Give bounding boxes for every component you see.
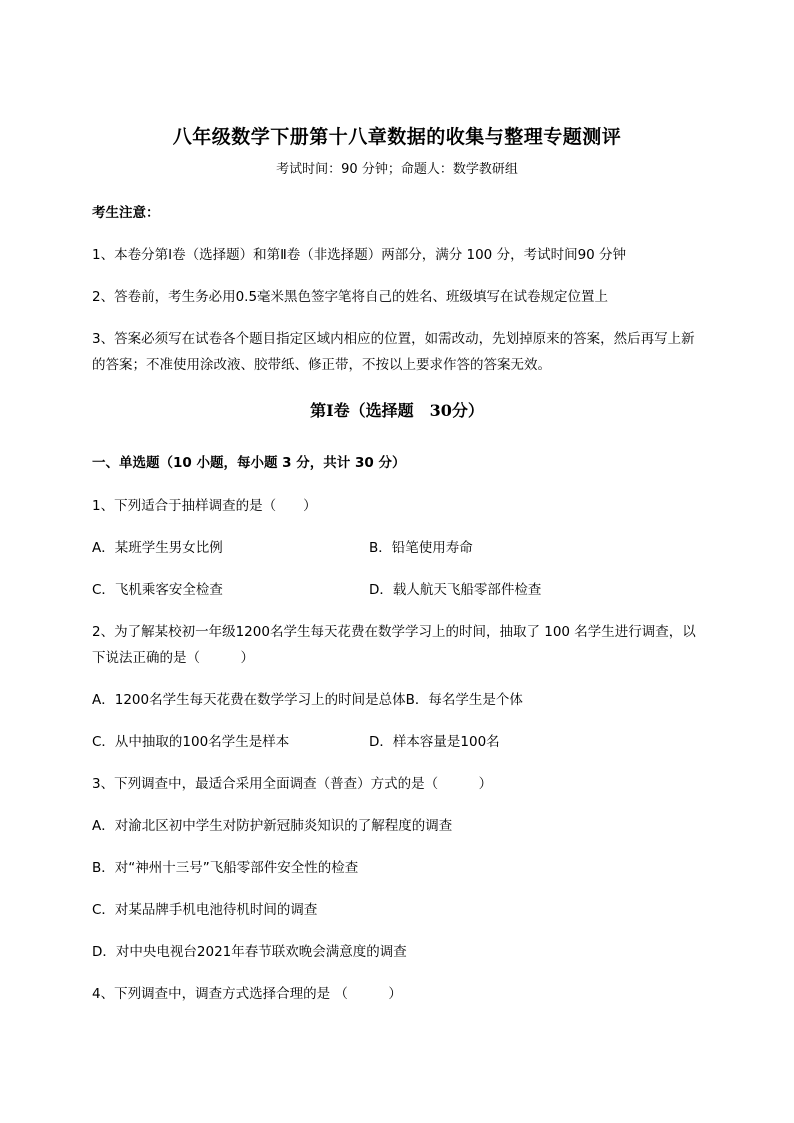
question-2-stem: 2、为了解某校初一年级1200名学生每天花费在数学学习上的时间，抽取了 100 名学生进行调查，以 [92,624,696,640]
question-2-option-c: C．从中抽取的100名学生是样本 [92,734,290,750]
question-3-option-d: D．对中央电视台2021年春节联欢晚会满意度的调查 [92,944,407,960]
question-3-stem: 3、下列调查中，最适合采用全面调查（普查）方式的是（ ） [92,776,493,792]
question-1-option-d: D．载人航天飞船零部件检查 [369,582,542,598]
question-2-option-d: D．样本容量是100名 [369,734,500,750]
question-1-option-c: C．飞机乘客安全检查 [92,582,223,598]
part-heading: 一、单选题（10 小题，每小题 3 分，共计 30 分） [92,455,406,471]
question-2-stem-cont: 下说法正确的是（ ） [92,650,254,666]
question-3-option-b: B．对“神州十三号”飞船零部件安全性的检查 [92,860,359,876]
section-title: 第Ⅰ卷（选择题 30分） [310,401,484,420]
question-3-option-a: A．对渝北区初中学生对防护新冠肺炎知识的了解程度的调查 [92,818,453,834]
question-2-option-ab: A．1200名学生每天花费在数学学习上的时间是总体B．每名学生是个体 [92,692,523,708]
question-1-option-a: A．某班学生男女比例 [92,540,223,556]
page-title: 八年级数学下册第十八章数据的收集与整理专题测评 [172,126,622,148]
question-1-stem: 1、下列适合于抽样调查的是（ ） [92,498,317,514]
question-1-option-b: B．铅笔使用寿命 [369,540,473,556]
notice-item-3-cont: 的答案；不准使用涂改液、胶带纸、修正带，不按以上要求作答的答案无效。 [92,357,551,373]
notice-heading: 考生注意： [92,205,160,221]
notice-item-2: 2、答卷前，考生务必用0.5毫米黑色签字笔将自己的姓名、班级填写在试卷规定位置上 [92,289,609,305]
notice-item-3: 3、答案必须写在试卷各个题目指定区域内相应的位置，如需改动，先划掉原来的答案，然后再写上新 [92,331,695,347]
notice-item-1: 1、本卷分第Ⅰ卷（选择题）和第Ⅱ卷（非选择题）两部分，满分 100 分，考试时间90 分钟 [92,247,627,263]
question-3-option-c: C．对某品牌手机电池待机时间的调查 [92,902,318,918]
question-4-stem: 4、下列调查中，调查方式选择合理的是 （ ） [92,986,402,1002]
exam-info: 考试时间：90 分钟；命题人：数学教研组 [276,162,518,177]
